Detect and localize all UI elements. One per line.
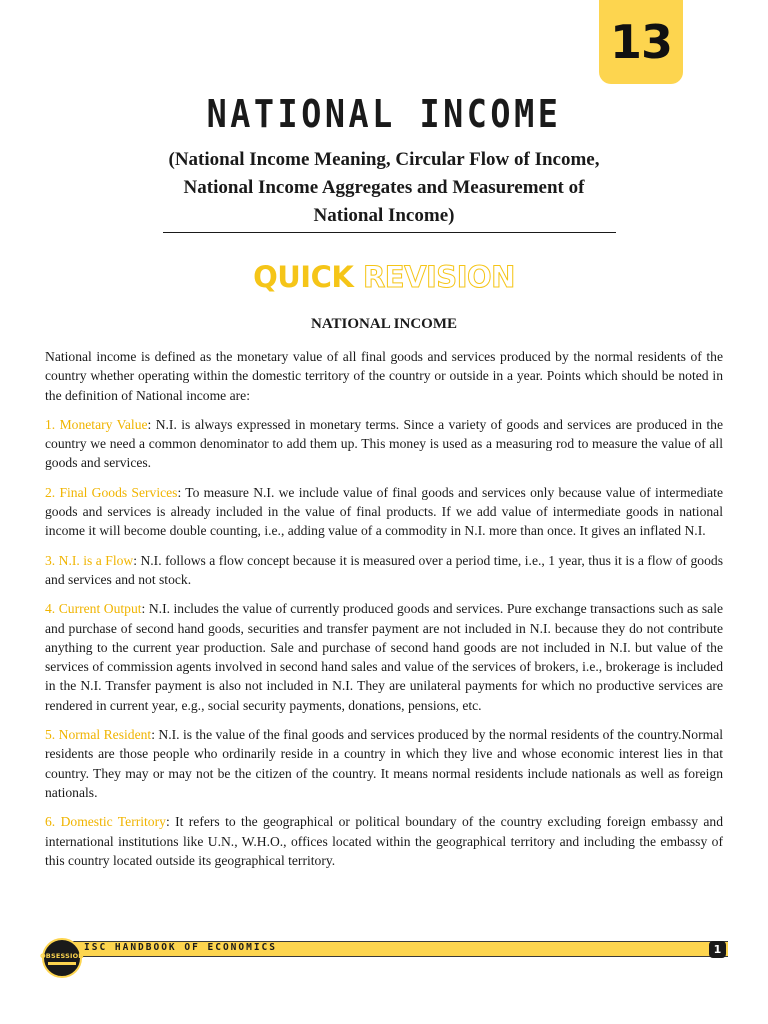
- logo-underline: [48, 962, 76, 965]
- page-number: 1: [709, 941, 726, 958]
- point-term: 6. Domestic Territory: [45, 814, 166, 830]
- intro-paragraph: National income is defined as the monetary value of all final goods and services produced by the normal residents of the country whether operating within the domestic territory of the country or outside in a year. Points which should be noted in the definition of National income are:: [45, 349, 723, 403]
- point-term: 1. Monetary Value: [45, 416, 148, 432]
- point-paragraph: [45, 812, 723, 870]
- footer-book-title: ISC HANDBOOK OF ECONOMICS: [84, 942, 277, 953]
- chapter-badge: [599, 0, 683, 84]
- page-subtitle: (National Income Meaning, Circular Flow of Income, National Income Aggregates and Measurement of National Income): [168, 149, 600, 226]
- point-text: : N.I. includes the value of currently produced goods and services. Pure exchange transactions such as sale and purchase of second hand goods, securities and transfer payment are not included in N.I. because they do not contribute anything to the current year production. Sale and purchase of second hand goods are not included in N.I. but value of the services of commission agents involved in second hand sales and value of the services of brokers, i.e., brokerage is included in the N.I. Transfer payment is also not included in N.I. They are unilateral payments for which no productive services are rendered in current year, e.g., social security payments, donations, pensions, etc.: [45, 601, 724, 713]
- content-body: [45, 347, 723, 880]
- point-paragraph: [45, 725, 723, 802]
- section-heading: NATIONAL INCOME: [311, 316, 457, 332]
- point-text: : To measure N.I. we include value of final goods and services only because value of intermediate goods and services is already included in the value of final products. If we add value of intermediate goods in national income it will become double counting, i.e., adding value of a commodity in N.I. more than once. It gives an inflated N.I.: [45, 484, 723, 539]
- quick-word: QUICK: [253, 260, 354, 294]
- obsession-logo: [42, 938, 82, 978]
- point-text: : N.I. is always expressed in monetary terms. Since a variety of goods and services are produced in the country we need a common denominator to add them up. This money is used as a measuring rod to measure the value of all goods and services.: [45, 416, 723, 471]
- point-paragraph: [45, 599, 723, 715]
- point-text: : It refers to the geographical or political boundary of the country excluding foreign embassy and international institutions like U.N., W.H.O., offices located within the geographical territory and including the embassy of this country located outside its geographical territory.: [45, 814, 724, 868]
- point-paragraph: [45, 415, 723, 473]
- point-paragraph: [45, 483, 723, 541]
- revision-word: REVISION: [362, 260, 515, 294]
- quick-revision-heading: [0, 260, 768, 294]
- point-term: 5. Normal Resident: [45, 727, 152, 743]
- chapter-number: 13: [609, 15, 672, 69]
- page-title: NATIONAL INCOME: [206, 92, 562, 136]
- point-paragraph: [45, 551, 723, 590]
- point-term: 3. N.I. is a Flow: [45, 552, 134, 568]
- point-text: : N.I. follows a flow concept because it is measured over a period time, i.e., 1 year, thus it is a flow of goods and services and not stock.: [45, 552, 723, 587]
- point-term: 4. Current Output: [45, 601, 142, 617]
- logo-text: OBSESSION: [40, 951, 84, 960]
- point-text: : N.I. is the value of the final goods and services produced by the normal residents of the country.Normal residents are those people who ordinarily reside in a country in which they live and whose economic interest lies in that country. They may or may not be the citizen of the country. It means normal residents include nationals as well as foreign nationals.: [45, 727, 724, 800]
- point-term: 2. Final Goods Services: [45, 484, 178, 500]
- title-divider: [163, 232, 616, 233]
